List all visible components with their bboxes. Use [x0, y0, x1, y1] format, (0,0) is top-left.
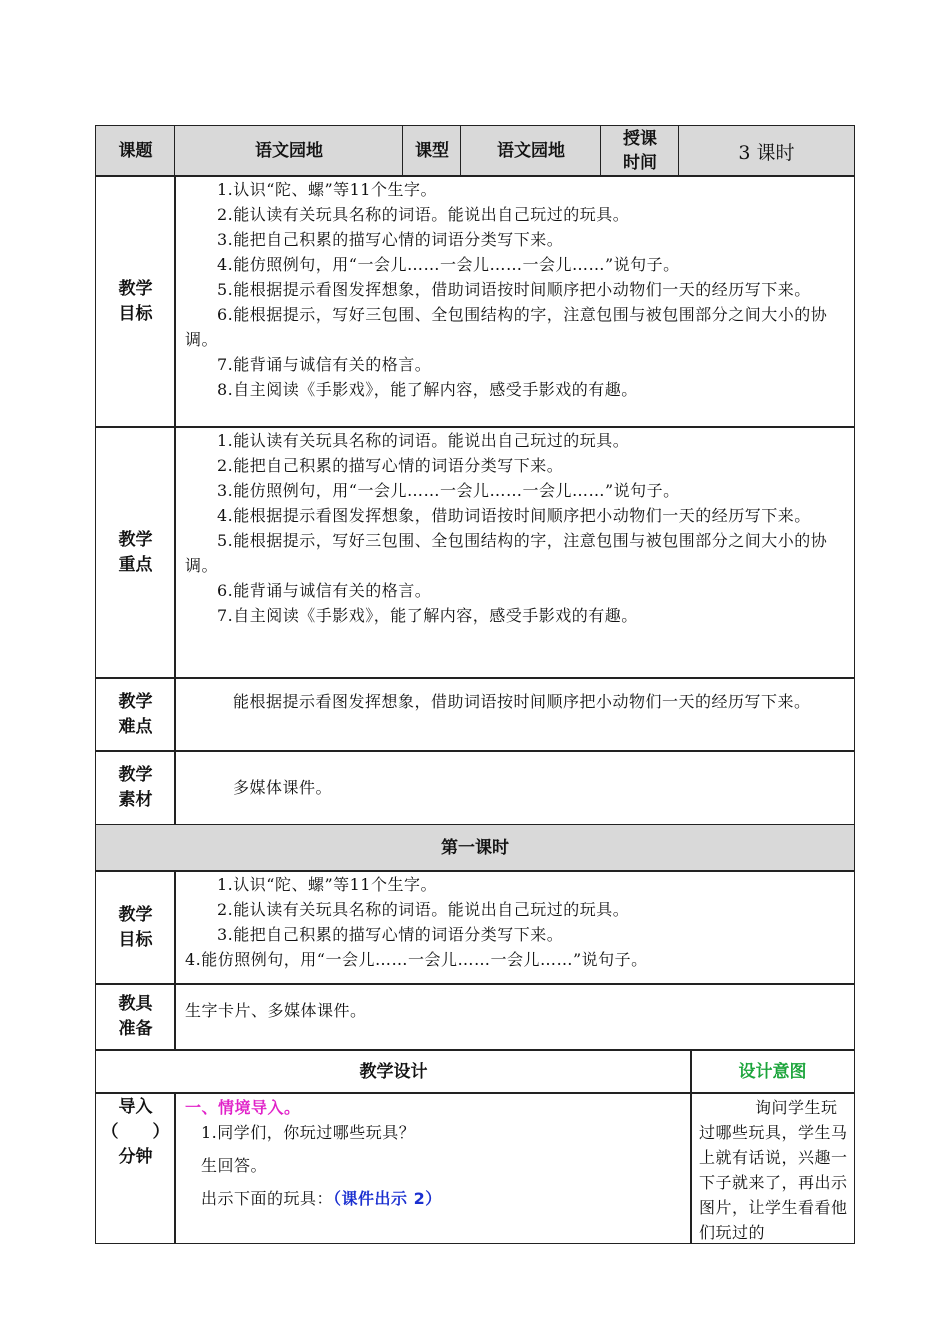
lesson1-objective-item: 2.能认读有关玩具名称的词语。能说出自己玩过的玩具。: [217, 900, 630, 919]
keypoint-item: 6.能背诵与诚信有关的格言。: [217, 581, 432, 600]
keypoints-label-line2: 重点: [118, 554, 153, 575]
keypoint-item: 5.能根据提示，写好三包围、全包围结构的字，注意包围与被包围部分之间大小的协调。: [185, 531, 828, 575]
section-title-text: 一、情境导入。: [185, 1098, 301, 1117]
materials-label: [95, 750, 176, 826]
keypoint-item: 3.能仿照例句，用“一会儿……一会儿……一会儿……”说句子。: [217, 481, 680, 500]
keypoint-item: 1.能认读有关玩具名称的词语。能说出自己玩过的玩具。: [217, 431, 630, 450]
lesson1-objectives-content: [174, 870, 855, 985]
lesson1-objective-item: 1.认识“陀、螺”等11个生字。: [217, 875, 437, 894]
type-value: 语文园地: [460, 125, 602, 177]
difficulty-label-line1: 教学: [118, 691, 153, 712]
keypoints-content: [174, 426, 855, 679]
tools-label-line1: 教具: [118, 994, 153, 1014]
time-value: 3 课时: [678, 125, 855, 177]
lesson1-objective-item: 3.能把自己积累的描写心情的词语分类写下来。: [217, 925, 564, 944]
section-title: [185, 1095, 689, 1120]
tools-content: [174, 983, 855, 1051]
lesson1-objective-item: 4.能仿照例句，用“一会儿……一会儿……一会儿……”说句子。: [185, 950, 648, 969]
show-prefix: 出示下面的玩具：: [201, 1189, 334, 1208]
intent-header: 设计意图: [690, 1049, 855, 1094]
difficulty-content: [174, 677, 855, 752]
courseware-note: （课件出示 2）: [333, 1189, 442, 1208]
objective-item: 4.能仿照例句，用“一会儿……一会儿……一会儿……”说句子。: [217, 255, 680, 274]
tools-text: 生字卡片、多媒体课件。: [185, 1001, 367, 1020]
lesson1-objectives-label: [95, 870, 176, 985]
keypoint-item: 2.能把自己积累的描写心情的词语分类写下来。: [217, 456, 564, 475]
objective-item: 6.能根据提示，写好三包围、全包围结构的字，注意包围与被包围部分之间大小的协调。: [185, 305, 828, 349]
lesson1-objectives-label-line2: 目标: [118, 929, 153, 950]
objective-item: 3.能把自己积累的描写心情的词语分类写下来。: [217, 230, 564, 249]
step-label: [95, 1092, 176, 1244]
question-text: 1.同学们，你玩过哪些玩具？: [201, 1123, 416, 1142]
keypoints-label-line1: 教学: [118, 529, 153, 550]
step-label-line1: 导入: [118, 1097, 153, 1117]
objective-item: 5.能根据提示看图发挥想象，借助词语按时间顺序把小动物们一天的经历写下来。: [217, 280, 811, 299]
materials-text: 多媒体课件。: [233, 778, 333, 797]
keypoints-label: [95, 426, 176, 679]
keypoint-item: 4.能根据提示看图发挥想象，借助词语按时间顺序把小动物们一天的经历写下来。: [217, 506, 811, 525]
show-line: [185, 1186, 689, 1211]
materials-label-line2: 素材: [118, 790, 153, 810]
objective-item: 1.认识“陀、螺”等11个生字。: [217, 180, 437, 199]
intent-content: [690, 1092, 855, 1244]
step-label-line3: 分钟: [118, 1147, 153, 1167]
tools-label: [95, 983, 176, 1051]
intent-text: 询问学生玩过哪些玩具，学生马上就有话说，兴趣一下子就来了，再出示图片，让学生看看他们玩过的: [699, 1098, 848, 1242]
materials-content: [174, 750, 855, 826]
time-label-line2: 时间: [623, 153, 657, 173]
objective-item: 8.自主阅读《手影戏》，能了解内容，感受手影戏的有趣。: [217, 380, 638, 399]
difficulty-label: [95, 677, 176, 752]
objectives-label: [95, 175, 176, 428]
design-header: 教学设计: [95, 1049, 692, 1094]
objectives-label-line2: 目标: [118, 303, 153, 324]
difficulty-label-line2: 难点: [118, 716, 153, 737]
type-label: 课型: [402, 125, 462, 177]
keypoint-item: 7.自主阅读《手影戏》，能了解内容，感受手影戏的有趣。: [217, 606, 638, 625]
design-content: [174, 1092, 692, 1244]
topic-value: 语文园地: [174, 125, 404, 177]
answer-text: 生回答。: [201, 1156, 268, 1175]
topic-label: 课题: [95, 125, 176, 177]
tools-label-line2: 准备: [118, 1019, 153, 1039]
objective-item: 7.能背诵与诚信有关的格言。: [217, 355, 432, 374]
objective-item: 2.能认读有关玩具名称的词语。能说出自己玩过的玩具。: [217, 205, 630, 224]
time-label-line1: 授课: [623, 129, 657, 149]
difficulty-text: 能根据提示看图发挥想象，借助词语按时间顺序把小动物们一天的经历写下来。: [233, 692, 811, 711]
objectives-content: [174, 175, 855, 428]
lesson1-title: 第一课时: [95, 824, 855, 872]
objectives-label-line1: 教学: [118, 278, 153, 299]
time-label: [600, 125, 680, 177]
step-label-line2: （ ）: [101, 1122, 170, 1142]
lesson1-objectives-label-line1: 教学: [118, 904, 153, 925]
materials-label-line1: 教学: [118, 765, 153, 785]
